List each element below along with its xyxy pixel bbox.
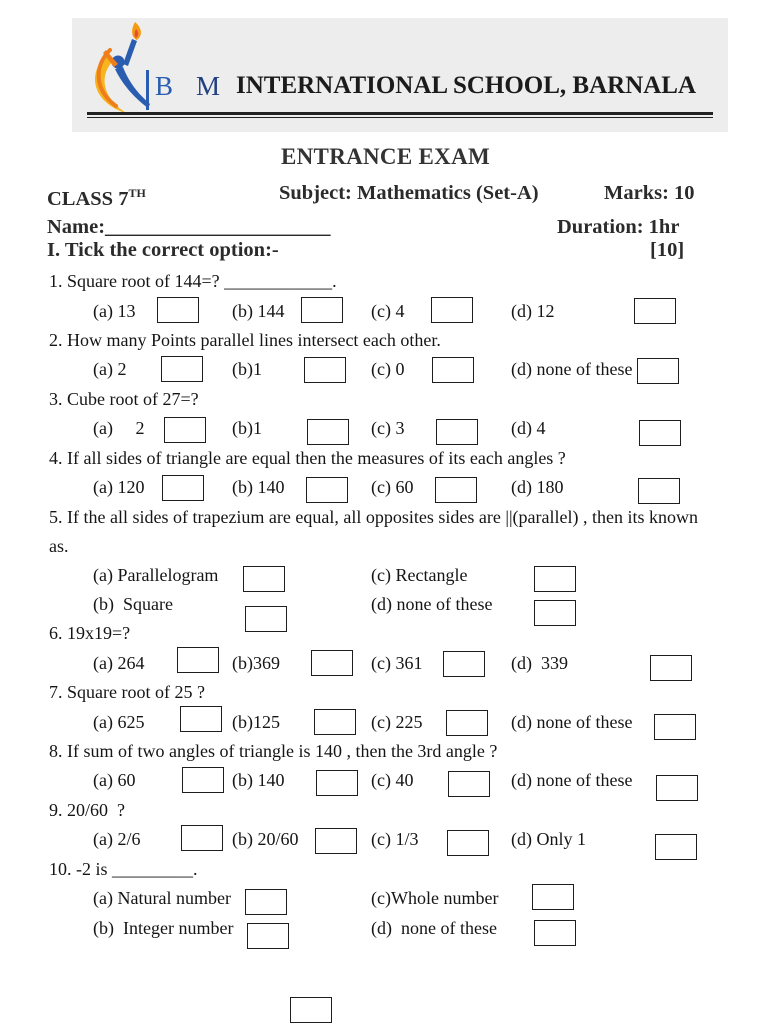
question-7-text: 7. Square root of 25 ? [49, 682, 205, 702]
question-4-answer-box-c [435, 477, 477, 503]
question-8-answer-box-c [448, 771, 490, 797]
question-9-answer-box-b [315, 828, 357, 854]
question-2-option-d: (d) none of these [511, 359, 633, 379]
question-4-text: 4. If all sides of triangle are equal then the measures of its each angles ? [49, 448, 566, 468]
school-logo-icon [88, 20, 154, 116]
question-7-answer-box-d [654, 714, 696, 740]
header-rule-thin [87, 117, 713, 118]
question-7-option-b: (b)125 [232, 712, 280, 732]
question-8-option-c: (c) 40 [371, 770, 414, 790]
question-5-text-line2: as. [49, 536, 69, 556]
question-2-answer-box-d [637, 358, 679, 384]
question-8-answer-box-b [316, 770, 358, 796]
question-8-option-d: (d) none of these [511, 770, 633, 790]
question-5-answer-box-d [534, 600, 576, 626]
question-1-answer-box-b [301, 297, 343, 323]
question-7-answer-box-a [180, 706, 222, 732]
question-2-option-a: (a) 2 [93, 359, 127, 379]
exam-title: ENTRANCE EXAM [281, 144, 490, 169]
extra-answer-box [290, 997, 332, 1023]
question-3-answer-box-a [164, 417, 206, 443]
question-10-option-c: (c)Whole number [371, 888, 499, 908]
marks-label: Marks: 10 [604, 182, 695, 204]
question-10-option-b: (b) Integer number [93, 918, 234, 938]
question-10-option-a: (a) Natural number [93, 888, 231, 908]
question-5-answer-box-c [534, 566, 576, 592]
question-8-option-b: (b) 140 [232, 770, 285, 790]
question-2-option-b: (b)1 [232, 359, 262, 379]
question-6-option-d: (d) 339 [511, 653, 568, 673]
question-7-answer-box-c [446, 710, 488, 736]
question-6-text: 6. 19x19=? [49, 623, 131, 643]
question-10-answer-box-c [532, 884, 574, 910]
question-5-option-c: (c) Rectangle [371, 565, 468, 585]
question-4-answer-box-a [162, 475, 204, 501]
section-title: I. Tick the correct option:- [47, 239, 279, 261]
question-8-option-a: (a) 60 [93, 770, 136, 790]
question-6-answer-box-d [650, 655, 692, 681]
question-5-option-d: (d) none of these [371, 594, 493, 614]
question-1-answer-box-a [157, 297, 199, 323]
question-3-answer-box-c [436, 419, 478, 445]
question-1-answer-box-d [634, 298, 676, 324]
question-7-option-d: (d) none of these [511, 712, 633, 732]
question-9-option-c: (c) 1/3 [371, 829, 419, 849]
question-7-option-a: (a) 625 [93, 712, 145, 732]
question-3-answer-box-d [639, 420, 681, 446]
question-4-option-c: (c) 60 [371, 477, 414, 497]
question-10-answer-box-b [247, 923, 289, 949]
question-9-option-b: (b) 20/60 [232, 829, 299, 849]
question-9-option-d: (d) Only 1 [511, 829, 586, 849]
question-9-answer-box-a [181, 825, 223, 851]
question-3-option-a: (a) 2 [93, 418, 145, 438]
question-7-answer-box-b [314, 709, 356, 735]
question-6-option-b: (b)369 [232, 653, 280, 673]
question-3-option-d: (d) 4 [511, 418, 546, 438]
question-2-option-c: (c) 0 [371, 359, 405, 379]
question-2-text: 2. How many Points parallel lines intersect each other. [49, 330, 441, 350]
name-field: Name:______________________ [47, 216, 331, 238]
question-5-text: 5. If the all sides of trapezium are equal, all opposites sides are ||(parallel) , then its known [49, 507, 699, 527]
question-9-option-a: (a) 2/6 [93, 829, 141, 849]
question-2-answer-box-a [161, 356, 203, 382]
question-1-answer-box-c [431, 297, 473, 323]
question-9-answer-box-d [655, 834, 697, 860]
question-10-answer-box-a [245, 889, 287, 915]
section-marks: [10] [650, 239, 685, 261]
question-4-option-b: (b) 140 [232, 477, 285, 497]
question-4-option-a: (a) 120 [93, 477, 145, 497]
question-1-option-b: (b) 144 [232, 301, 285, 321]
question-1-option-c: (c) 4 [371, 301, 405, 321]
class-line [47, 181, 146, 211]
class-superscript: TH [128, 186, 146, 200]
question-1-text: 1. Square root of 144=? ____________. [49, 271, 337, 291]
question-8-answer-box-a [182, 767, 224, 793]
class-label: CLASS 7 [47, 188, 129, 210]
question-4-answer-box-b [306, 477, 348, 503]
header-rule-thick [87, 112, 713, 115]
question-5-option-a: (a) Parallelogram [93, 565, 219, 585]
question-8-answer-box-d [656, 775, 698, 801]
question-2-answer-box-b [304, 357, 346, 383]
question-7-option-c: (c) 225 [371, 712, 423, 732]
question-3-option-b: (b)1 [232, 418, 262, 438]
question-3-answer-box-b [307, 419, 349, 445]
question-6-answer-box-c [443, 651, 485, 677]
question-5-answer-box-b [245, 606, 287, 632]
question-6-answer-box-b [311, 650, 353, 676]
subject-label: Subject: Mathematics (Set-A) [279, 182, 539, 204]
school-name: INTERNATIONAL SCHOOL, BARNALA [236, 72, 697, 99]
question-8-text: 8. If sum of two angles of triangle is 140 , then the 3rd angle ? [49, 741, 498, 761]
question-6-answer-box-a [177, 647, 219, 673]
logo-letter-m: M [196, 71, 221, 101]
question-5-option-b: (b) Square [93, 594, 173, 614]
question-3-option-c: (c) 3 [371, 418, 405, 438]
question-2-answer-box-c [432, 357, 474, 383]
question-10-answer-box-d [534, 920, 576, 946]
question-10-option-d: (d) none of these [371, 918, 497, 938]
question-9-answer-box-c [447, 830, 489, 856]
logo-bracket [146, 70, 149, 110]
question-6-option-a: (a) 264 [93, 653, 145, 673]
question-4-option-d: (d) 180 [511, 477, 564, 497]
duration-label: Duration: 1hr [557, 216, 680, 238]
question-3-text: 3. Cube root of 27=? [49, 389, 199, 409]
question-6-option-c: (c) 361 [371, 653, 423, 673]
question-5-answer-box-a [243, 566, 285, 592]
question-9-text: 9. 20/60 ? [49, 800, 125, 820]
logo-letter-b: B [155, 71, 174, 101]
question-10-text: 10. -2 is _________. [49, 859, 198, 879]
question-1-option-d: (d) 12 [511, 301, 555, 321]
question-4-answer-box-d [638, 478, 680, 504]
question-1-option-a: (a) 13 [93, 301, 136, 321]
